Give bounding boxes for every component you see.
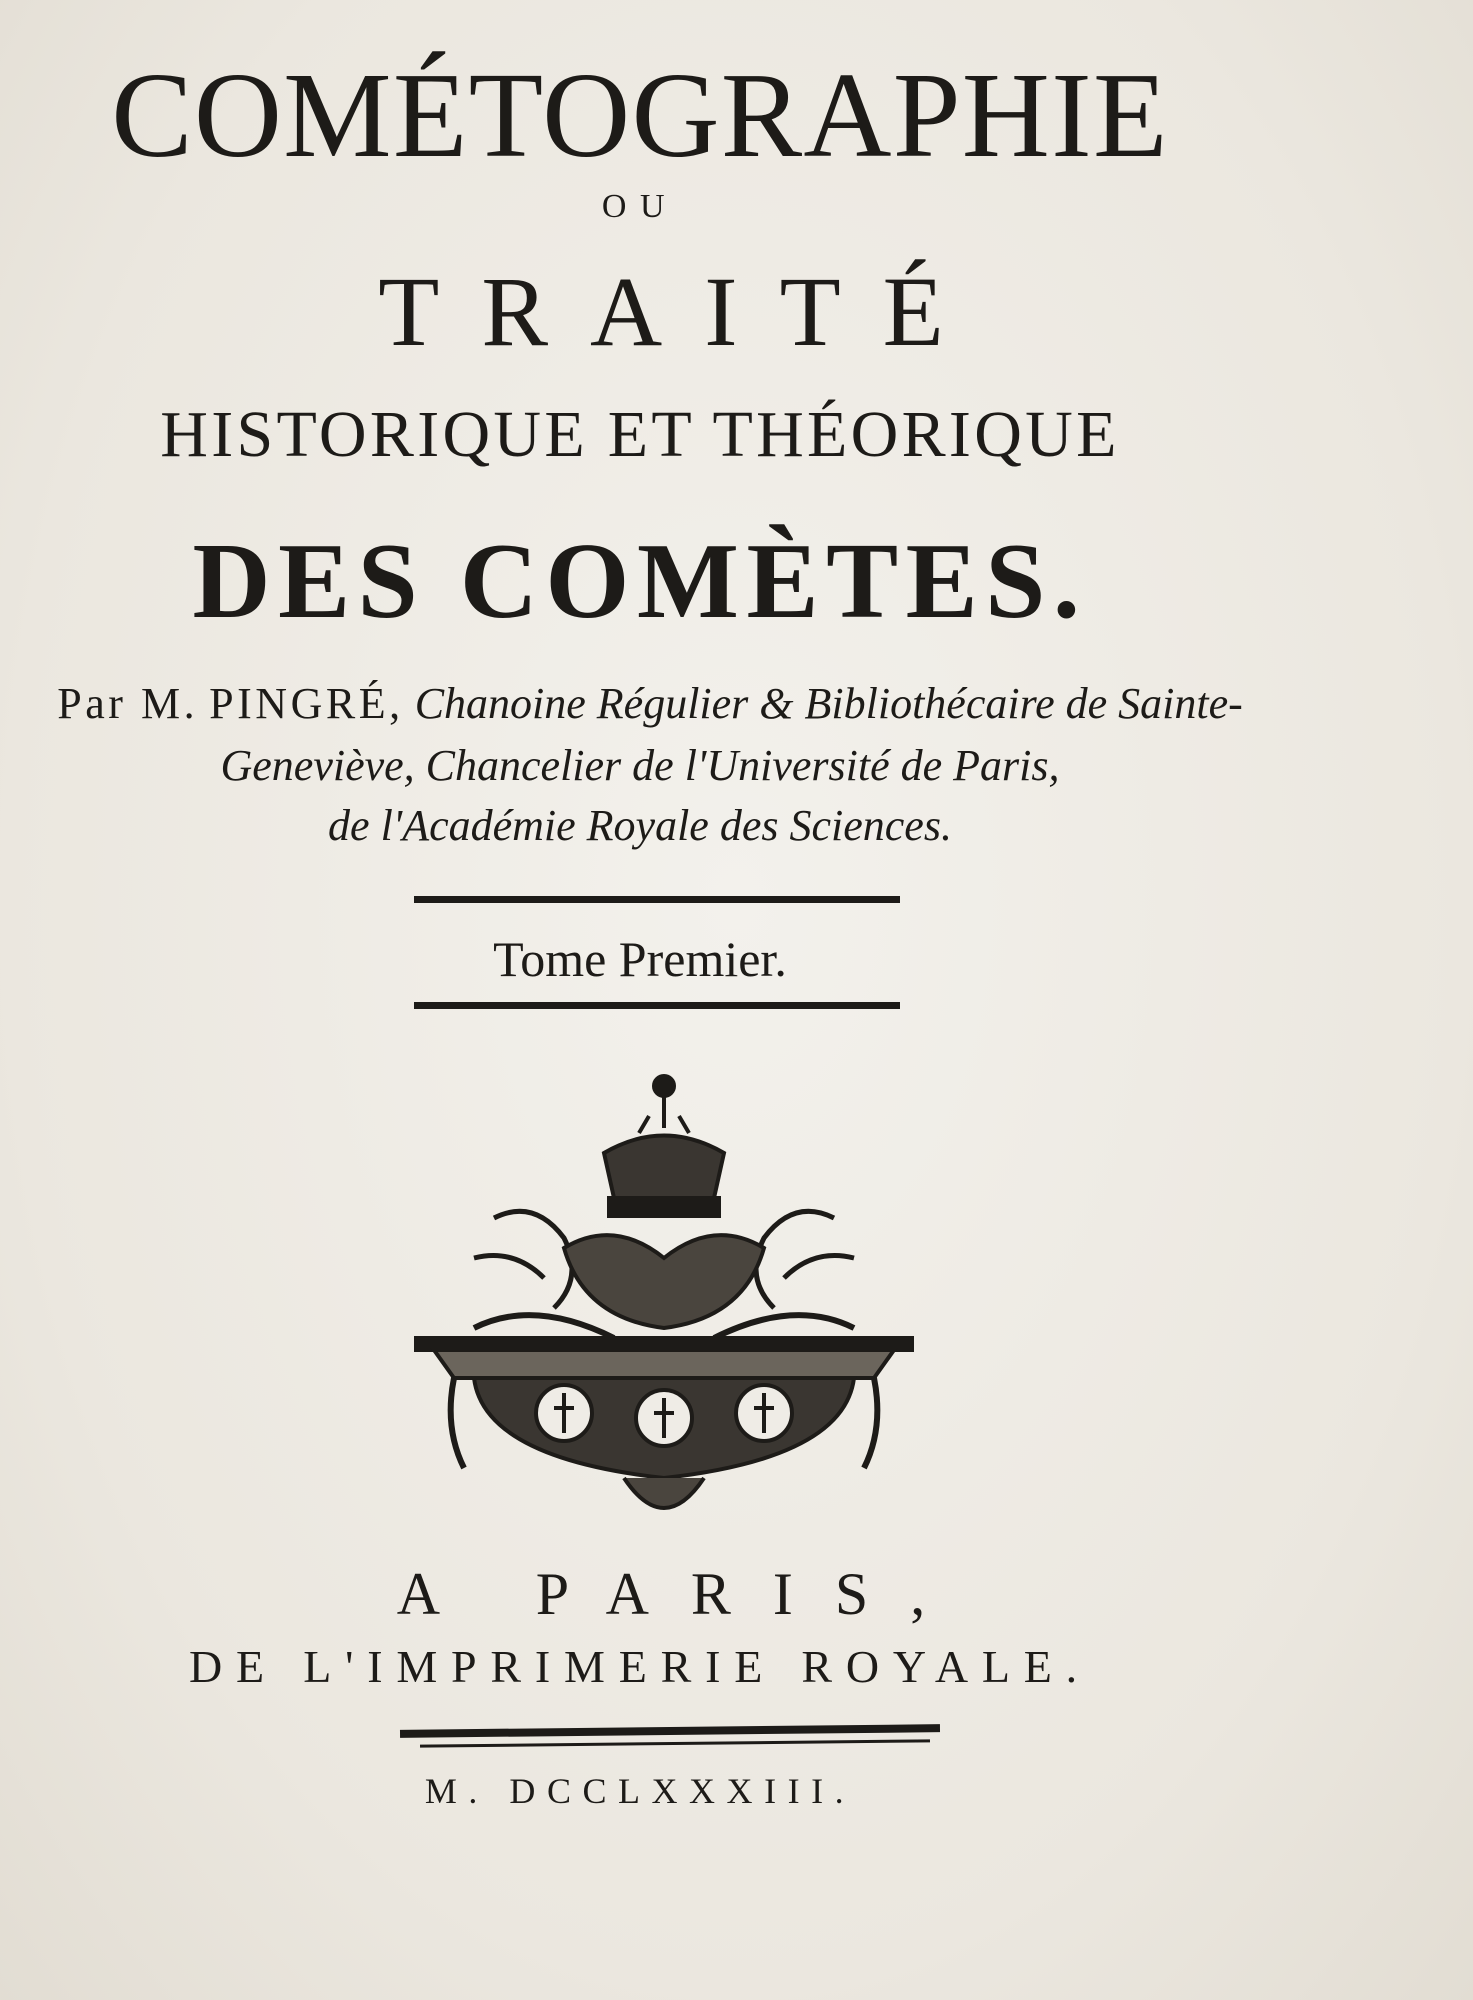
rule-top bbox=[414, 896, 900, 903]
subtitle-des-cometes: DES COMÈTES. bbox=[192, 522, 1088, 641]
imprint-rule-thick bbox=[400, 1724, 940, 1738]
imprint-printer: DE L'IMPRIMERIE ROYALE. bbox=[189, 1641, 1091, 1692]
author-title: Chanoine Régulier & Bibliothécaire de Sainte- bbox=[414, 679, 1243, 728]
imprint-rule-thin bbox=[420, 1739, 930, 1747]
volume-label: Tome Premier. bbox=[493, 931, 787, 987]
rule-bottom bbox=[414, 1002, 900, 1009]
imprint-year: M. DCCLXXXIII. bbox=[424, 1771, 856, 1811]
royal-ornament-icon bbox=[414, 1058, 914, 1538]
book-title: COMÉTOGRAPHIE bbox=[111, 48, 1169, 183]
author-name: PINGRÉ, bbox=[209, 679, 404, 728]
title-conjunction: OU bbox=[601, 188, 679, 225]
author-line-2: Geneviève, Chancelier de l'Université de Paris, bbox=[220, 741, 1060, 790]
author-line-3: de l'Académie Royale des Sciences. bbox=[328, 801, 952, 850]
subtitle-historique: HISTORIQUE ET THÉORIQUE bbox=[160, 398, 1120, 471]
subtitle-traite: TRAITÉ bbox=[378, 256, 986, 367]
imprint-city: A PARIS, bbox=[396, 1561, 968, 1627]
author-line-1 bbox=[10, 679, 1290, 728]
author-prefix: Par M. bbox=[57, 679, 199, 728]
